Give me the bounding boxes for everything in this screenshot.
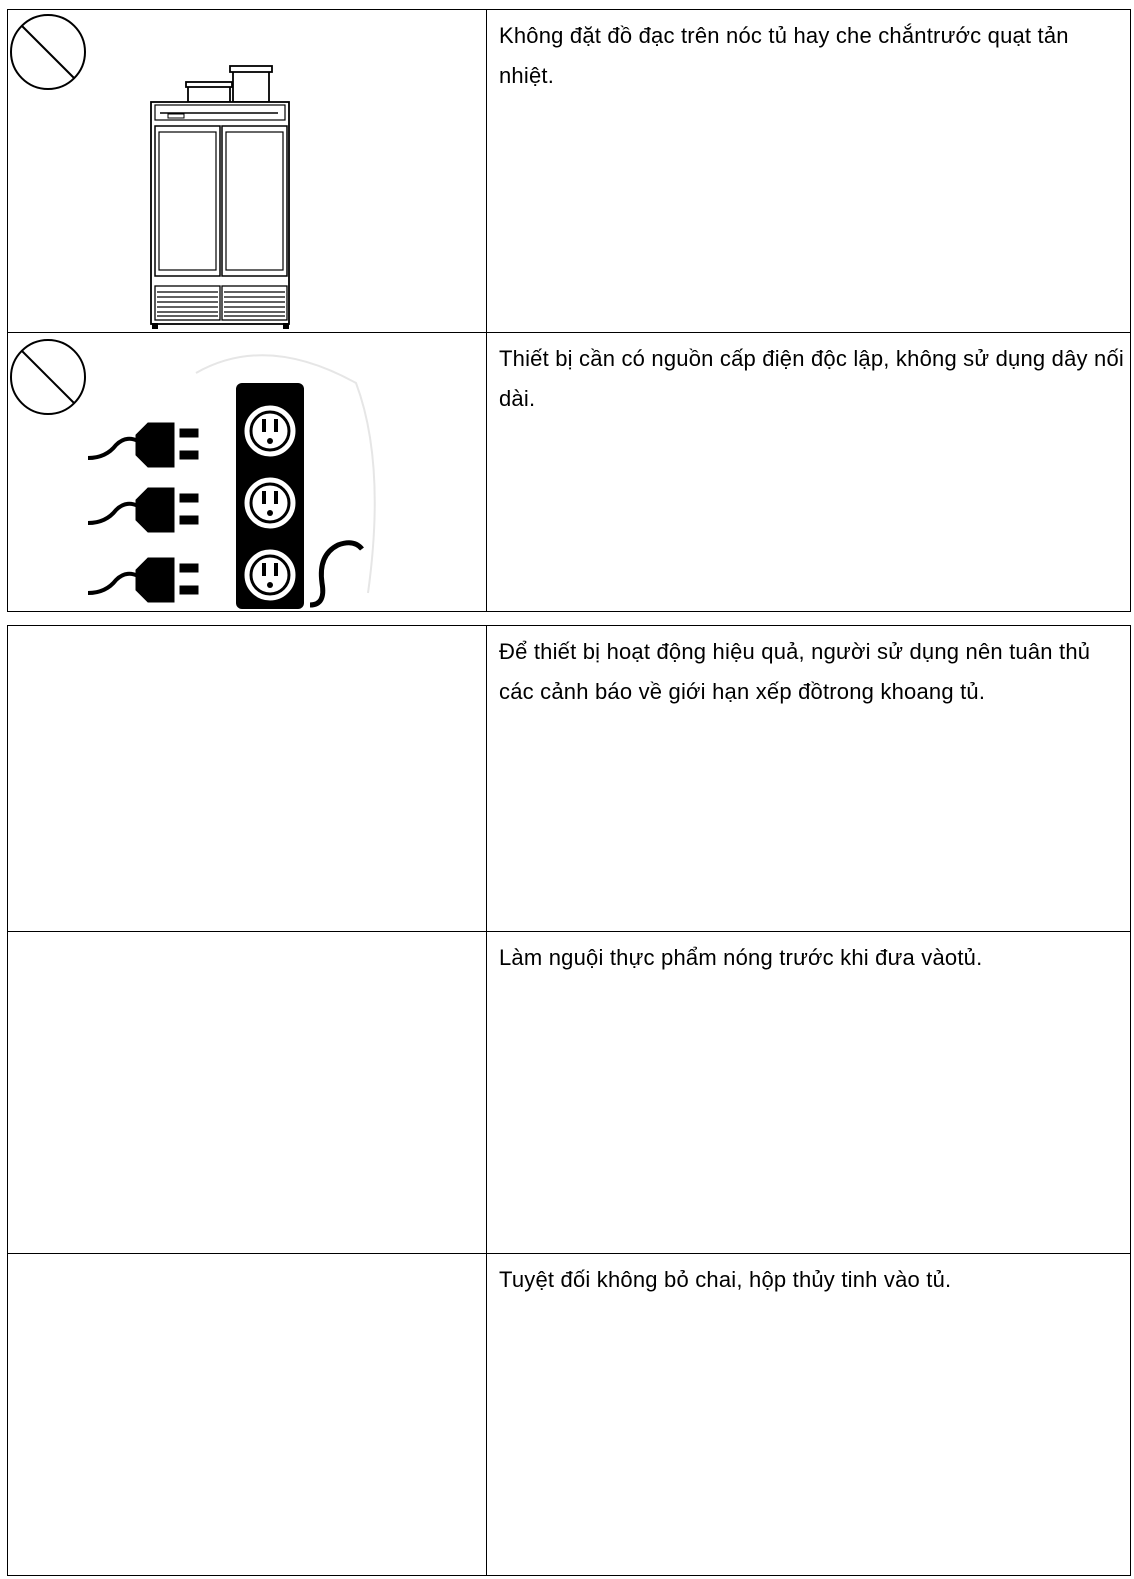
illustration-cell xyxy=(8,932,487,1254)
prohibition-icon xyxy=(8,11,92,95)
warning-text: Tuyệt đối không bỏ chai, hộp thủy tinh vào tủ. xyxy=(487,1254,1131,1576)
warnings-table-bottom xyxy=(7,625,1131,1576)
prohibition-icon xyxy=(8,336,92,420)
warning-text: Thiết bị cần có nguồn cấp điện độc lập, không sử dụng dây nối dài. xyxy=(487,333,1131,612)
illustration-cell xyxy=(8,626,487,932)
table-row xyxy=(8,10,1131,333)
table-row xyxy=(8,626,1131,932)
warning-text: Để thiết bị hoạt động hiệu quả, người sử dụng nên tuân thủ các cảnh báo về giới hạn xếp đồtrong khoang tủ. xyxy=(487,626,1131,932)
warnings-table-top xyxy=(7,9,1131,612)
table-row xyxy=(8,1254,1131,1576)
table-row xyxy=(8,333,1131,612)
warning-text: Làm nguội thực phẩm nóng trước khi đưa vàotủ. xyxy=(487,932,1131,1254)
table-row xyxy=(8,932,1131,1254)
illustration-cell xyxy=(8,1254,487,1576)
power-strip-icon xyxy=(86,343,386,611)
warning-text: Không đặt đồ đạc trên nóc tủ hay che chắntrước quạt tản nhiệt. xyxy=(487,10,1131,333)
illustration-cell xyxy=(8,333,487,612)
refrigerator-icon xyxy=(138,64,294,330)
illustration-cell xyxy=(8,10,487,333)
